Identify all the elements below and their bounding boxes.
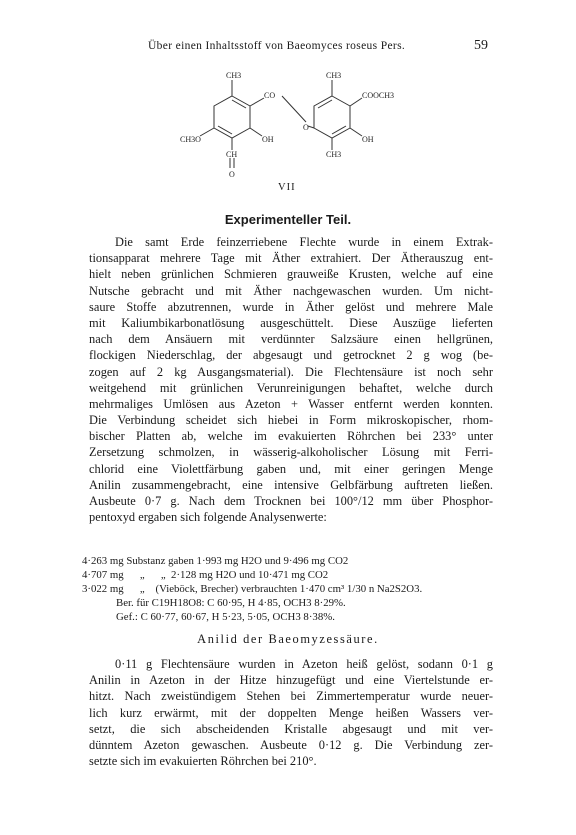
chemical-structure-diagram bbox=[170, 66, 430, 190]
page-header bbox=[0, 38, 576, 58]
body2-line: setzte sich im evakuierten Röhrchen bei 210°. bbox=[89, 754, 317, 769]
body2-line: hitzt. Nach zweistündigem Stehen bei Zimmertemperatur wurde neuer- bbox=[89, 689, 493, 704]
label-ch3-left: CH3 bbox=[226, 71, 242, 80]
ester-bond-1 bbox=[282, 96, 306, 122]
body-line: Zersetzung schmolzen, in wässerig-alkoholischer Lösung mit Ferri- bbox=[89, 445, 493, 460]
label-co: CO bbox=[264, 91, 276, 100]
anilide-paragraph bbox=[89, 656, 493, 769]
body-line: tionsapparat mehrere Tage mit Äther extrahiert. Der Ätherauszug ent- bbox=[89, 251, 493, 266]
label-ch3-right: CH3 bbox=[326, 71, 342, 80]
body-line: Anilin zusammengebracht, eine intensive Gelbfärbung auftreten ließen. bbox=[89, 477, 493, 492]
subsection-heading: Anilid der Baeomyzessäure. bbox=[197, 632, 379, 646]
body-line: nach dem Ansäuern mit verdünnter Salzsäure einen hellgrünen, bbox=[89, 332, 493, 347]
left-ring-double-bond bbox=[232, 100, 246, 108]
left-methoxy-bond bbox=[200, 128, 214, 136]
left-carbonyl-bond bbox=[250, 98, 264, 106]
analysis-found: Gef.: C 60·77, 60·67, H 5·23, 5·05, OCH3 8·38%. bbox=[116, 611, 335, 623]
label-oh-right: OH bbox=[362, 135, 374, 144]
body-line: pentoxyd ergaben sich folgende Analysenwerte: bbox=[89, 510, 327, 525]
section-heading: Experimenteller Teil. bbox=[224, 212, 352, 227]
analysis-calculated: Ber. für C19H18O8: C 60·95, H 4·85, OCH3 8·29%. bbox=[116, 597, 346, 609]
label-o-aldehyde: O bbox=[229, 170, 235, 179]
analysis-line: 4·707 mg „ „ 2·128 mg H2O und 10·471 mg CO2 bbox=[82, 569, 329, 581]
body-line: flockigen Niederschlag, der abgesaugt und getrocknet 2 g wog (be- bbox=[89, 348, 493, 363]
analysis-results bbox=[82, 554, 502, 624]
right-ring-double-bond bbox=[318, 100, 332, 108]
body2-line: setzt, die sich abscheidenden Kristalle abgesaugt und mit ver- bbox=[89, 721, 493, 736]
left-ring-double-bond-2 bbox=[218, 126, 232, 134]
body-line: mit Kaliumbikarbonatlösung ausgeschüttelt. Diese Auszüge lieferten bbox=[89, 315, 493, 330]
body-line: saure Stoffe abzutrennen, wurde in Äther gelöst und mehrere Male bbox=[89, 299, 493, 314]
body-line: Nutsche gebracht und mit Äther nachgewaschen wurden. Um nicht- bbox=[89, 283, 493, 298]
label-ch3-bottom: CH3 bbox=[326, 150, 342, 159]
analysis-line: 4·263 mg Substanz gaben 1·993 mg H2O und 9·496 mg CO2 bbox=[82, 555, 349, 567]
label-oh-left: OH bbox=[262, 135, 274, 144]
body-line: Die samt Erde feinzerriebene Flechte wurde in einem Extrak- bbox=[115, 235, 493, 249]
body-line: mehrmaliges Umlösen aus Azeton + Wasser entfernt werden konnten. bbox=[89, 396, 493, 411]
label-o-bridge: O bbox=[303, 123, 309, 132]
body-line: weitgehend mit grünlichen Verunreinigungen behaftet, welche durch bbox=[89, 380, 493, 395]
right-benzene-ring bbox=[314, 96, 350, 138]
body2-line: 0·11 g Flechtensäure wurden in Azeton heiß gelöst, sodann 0·1 g bbox=[115, 657, 493, 671]
label-ch: CH bbox=[226, 150, 238, 159]
body-line: Die Verbindung scheidet sich hiebei in Form mikroskopischer, rhom- bbox=[89, 413, 493, 428]
left-benzene-ring bbox=[214, 96, 250, 138]
body-line: Ausbeute 0·7 g. Nach dem Trocknen bei 100°/12 mm über Phosphor- bbox=[89, 494, 493, 508]
structure-svg bbox=[170, 66, 430, 190]
main-paragraph bbox=[89, 234, 493, 525]
body-line: hielt neben grünlichen Schmieren grauweiße Krusten, welche auf eine bbox=[89, 267, 493, 282]
running-head: Über einen Inhaltsstoff von Baeomyces roseus Pers. bbox=[148, 40, 406, 52]
body2-line: lich kurz erwärmt, mit der doppelten Menge heißen Wassers ver- bbox=[89, 705, 493, 720]
body-line: bischer Platten ab, welche im evakuierten Röhrchen bei 233° unter bbox=[89, 429, 493, 444]
right-ester-bond bbox=[350, 98, 362, 106]
body-line: chlorid eine Violettfärbung gaben und, mit einer geringen Menge bbox=[89, 461, 493, 476]
body-line: zogen auf 2 kg Ausgangsmaterial). Die Flechtensäure ist noch sehr bbox=[89, 364, 493, 379]
page-number: 59 bbox=[474, 38, 488, 53]
right-ring-double-bond-2 bbox=[332, 126, 346, 134]
ether-bond bbox=[308, 126, 314, 128]
label-ch3o: CH3O bbox=[180, 135, 201, 144]
right-oh-bond bbox=[350, 128, 362, 136]
label-cooch3: COOCH3 bbox=[362, 91, 395, 100]
analysis-line: 3·022 mg „ (Vieböck, Brecher) verbrauchten 1·470 cm³ 1/30 n Na2S2O3. bbox=[82, 583, 423, 595]
left-oh-bond bbox=[250, 128, 262, 136]
body2-line: Anilin in Azeton in der Hitze hinzugefügt und eine Viertelstunde er- bbox=[89, 673, 493, 688]
formula-number: VII bbox=[278, 182, 296, 193]
body2-line: dünntem Azeton gewaschen. Ausbeute 0·12 g. Die Verbindung zer- bbox=[89, 737, 493, 752]
